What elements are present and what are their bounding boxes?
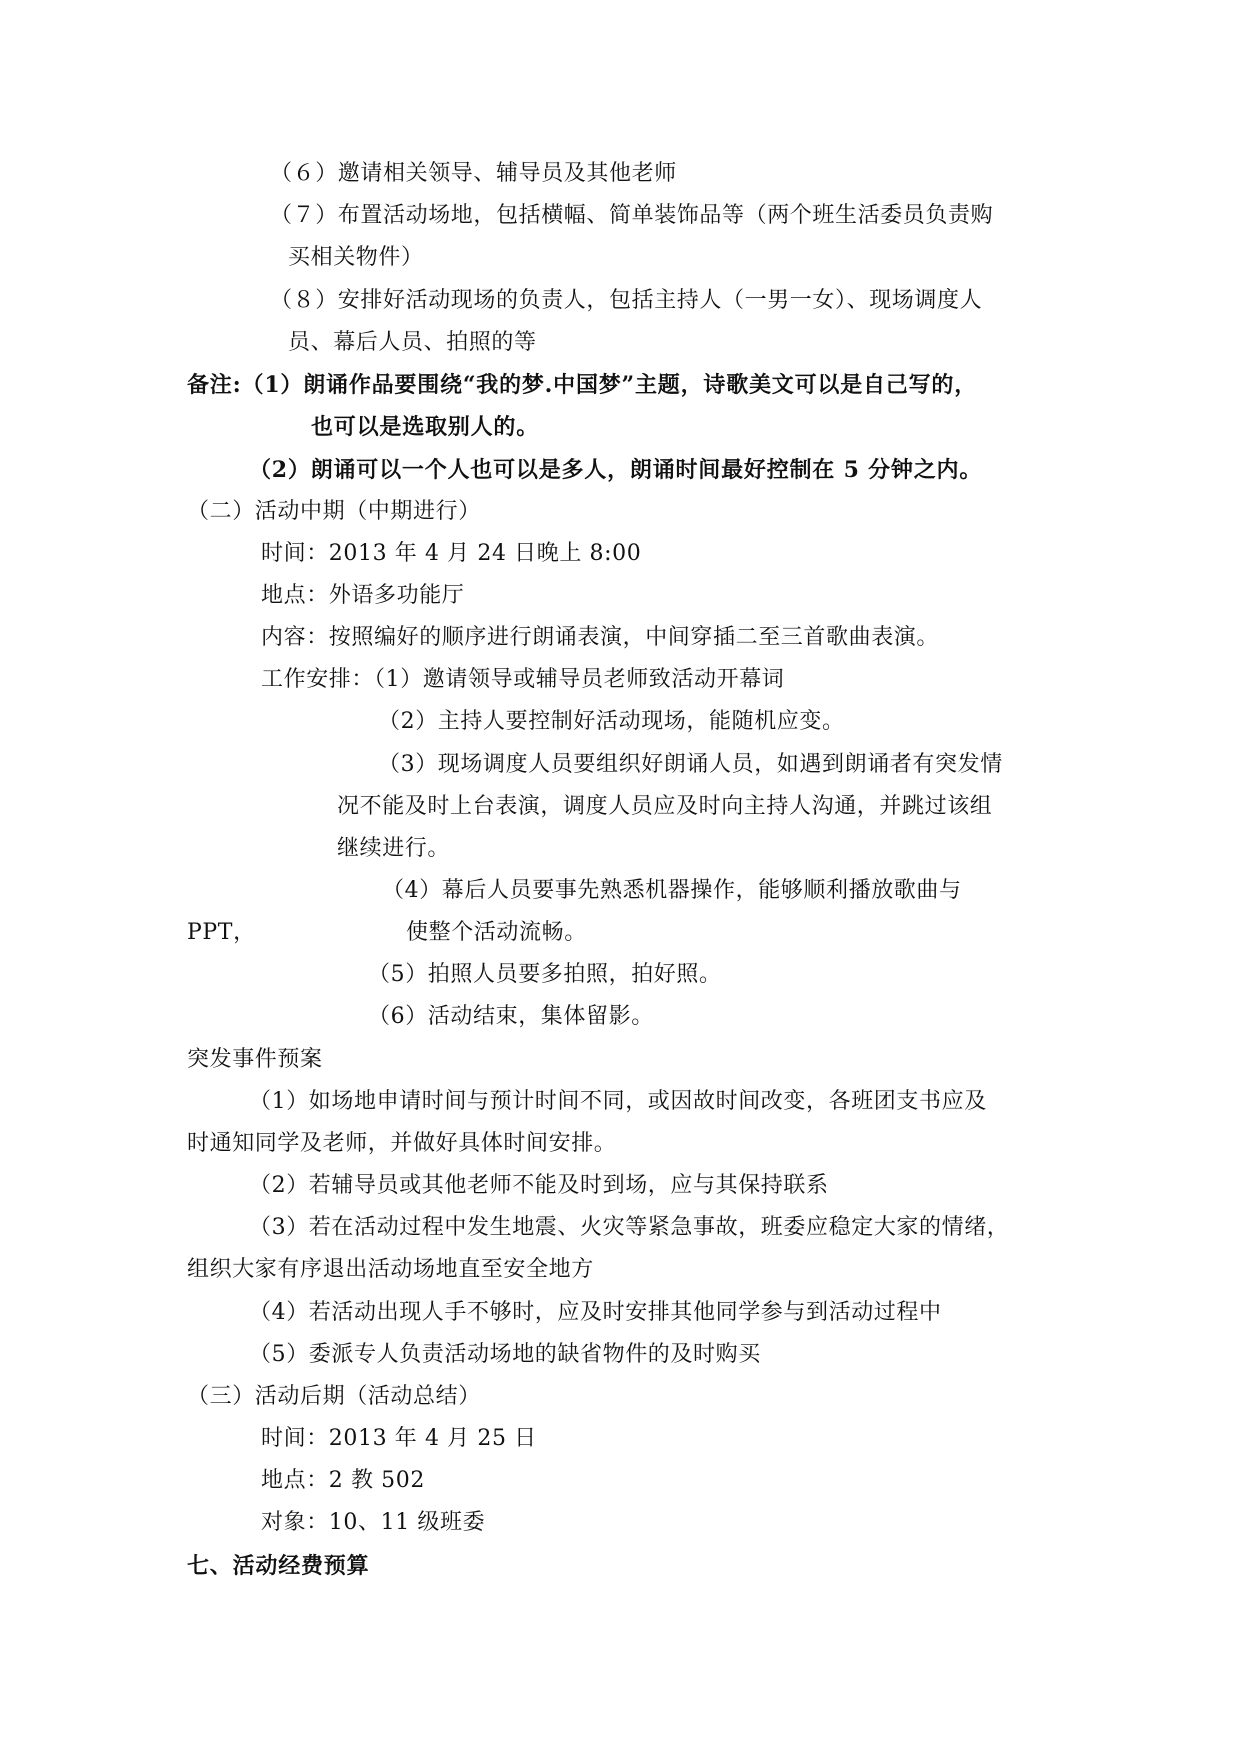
emergency-item-5: （5）委派专人负责活动场地的缺省物件的及时购买 bbox=[249, 1342, 761, 1367]
emergency-item-2: （2）若辅导员或其他老师不能及时到场，应与其保持联系 bbox=[249, 1173, 829, 1198]
later-heading: （三）活动后期（活动总结） bbox=[187, 1384, 481, 1409]
emergency-item-3-line-2: 组织大家有序退出活动场地直至安全地方 bbox=[187, 1257, 594, 1282]
section-7-heading: 七、活动经费预算 bbox=[187, 1553, 370, 1579]
emergency-item-4: （4）若活动出现人手不够时，应及时安排其他同学参与到活动过程中 bbox=[249, 1300, 942, 1325]
work-arrangement-4-line-2: 使整个活动流畅。 bbox=[406, 920, 587, 945]
midterm-place: 地点：外语多功能厅 bbox=[261, 583, 465, 608]
midterm-time: 时间：2013 年 4 月 24 日晚上 8:00 bbox=[261, 541, 642, 566]
prep-item-7-line-2: 买相关物件） bbox=[288, 245, 424, 270]
prep-item-8-line-1: （８）安排好活动现场的负责人，包括主持人（一男一女）、现场调度人 bbox=[270, 288, 983, 313]
work-arrangement-1: 工作安排：（1）邀请领导或辅导员老师致活动开幕词 bbox=[261, 667, 785, 692]
work-arrangement-3-line-1: （3）现场调度人员要组织好朗诵人员，如遇到朗诵者有突发情 bbox=[378, 752, 1003, 777]
work-arrangement-6: （6）活动结束，集体留影。 bbox=[368, 1004, 654, 1029]
later-place: 地点：2 教 502 bbox=[261, 1468, 425, 1493]
note-line-2: 也可以是选取别人的。 bbox=[311, 414, 540, 440]
prep-item-7-line-1: （７）布置活动场地，包括横幅、简单装饰品等（两个班生活委员负责购 bbox=[270, 203, 994, 228]
midterm-heading: （二）活动中期（中期进行） bbox=[187, 499, 481, 524]
prep-item-8-line-2: 员、幕后人员、拍照的等 bbox=[288, 330, 537, 355]
work-arrangement-3-line-2: 况不能及时上台表演，调度人员应及时向主持人沟通，并跳过该组 bbox=[337, 794, 993, 819]
work-arrangement-3-line-3: 继续进行。 bbox=[337, 836, 451, 861]
work-arrangement-4-ppt: PPT， bbox=[187, 920, 256, 945]
note-line-3: （2）朗诵可以一个人也可以是多人，朗诵时间最好控制在 5 分钟之内。 bbox=[249, 457, 983, 483]
note-line-1: 备注:（1）朗诵作品要围绕“我的梦.中国梦”主题，诗歌美文可以是自己写的， bbox=[187, 372, 977, 398]
emergency-item-1-line-1: （1）如场地申请时间与预计时间不同，或因故时间改变，各班团支书应及 bbox=[249, 1089, 987, 1114]
work-arrangement-4-line-1: （4）幕后人员要事先熟悉机器操作，能够顺利播放歌曲与 bbox=[382, 878, 962, 903]
emergency-item-3-line-1: （3）若在活动过程中发生地震、火灾等紧急事故，班委应稳定大家的情绪， bbox=[249, 1215, 1010, 1240]
later-time: 时间：2013 年 4 月 25 日 bbox=[261, 1426, 537, 1451]
midterm-content: 内容：按照编好的顺序进行朗诵表演，中间穿插二至三首歌曲表演。 bbox=[261, 625, 940, 650]
emergency-heading: 突发事件预案 bbox=[187, 1047, 323, 1072]
work-arrangement-2: （2）主持人要控制好活动现场，能随机应变。 bbox=[378, 709, 845, 734]
later-target: 对象：10、11 级班委 bbox=[261, 1510, 486, 1535]
prep-item-6: （６）邀请相关领导、辅导员及其他老师 bbox=[270, 161, 677, 186]
work-arrangement-5: （5）拍照人员要多拍照，拍好照。 bbox=[368, 962, 722, 987]
emergency-item-1-line-2: 时通知同学及老师，并做好具体时间安排。 bbox=[187, 1131, 617, 1156]
